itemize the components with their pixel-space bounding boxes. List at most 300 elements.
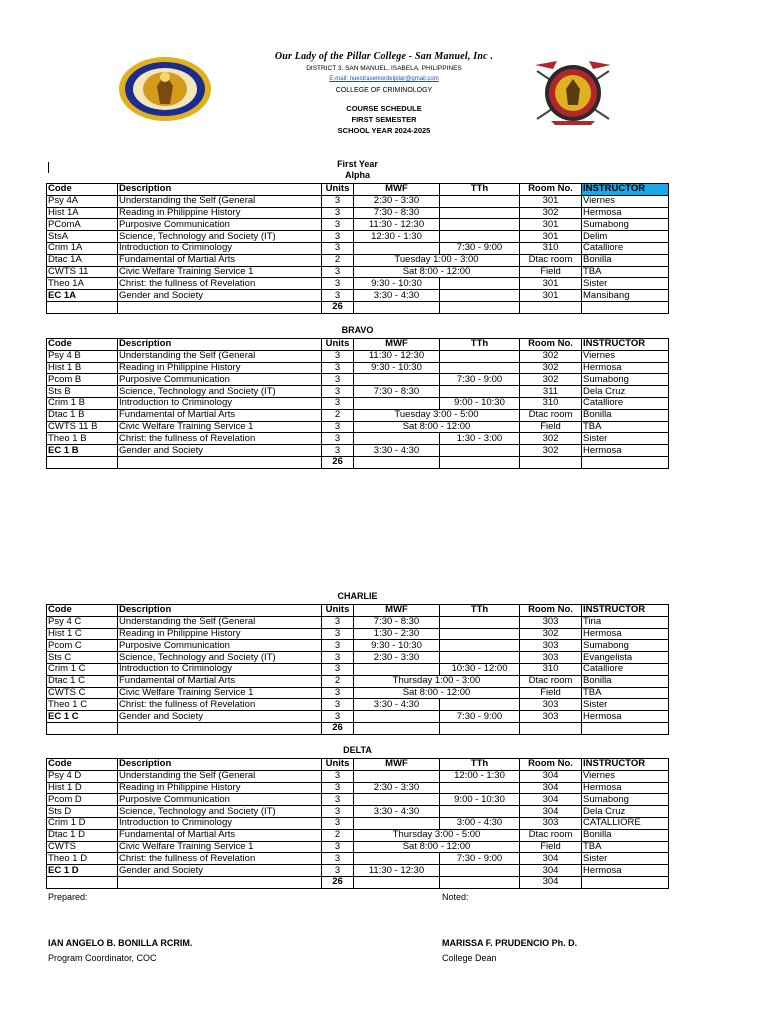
course-code-cell: Dtac 1 D (47, 829, 118, 841)
table-header-row (47, 759, 669, 771)
instructor-cell: Hermosa (582, 362, 669, 374)
course-description-cell: Understanding the Self (General (118, 616, 322, 628)
empty-cell (118, 876, 322, 888)
course-code-cell: EC 1A (47, 290, 118, 302)
instructor-cell: Hermosa (582, 711, 669, 723)
college-email-link[interactable]: E-mail: nuestraseniordelpilar@gmail.com (329, 76, 439, 82)
room-cell: 302 (520, 350, 582, 362)
total-units-cell: 26 (322, 722, 354, 734)
total-row-room-cell: 304 (520, 876, 582, 888)
mwf-time-cell (354, 770, 440, 782)
mwf-header: MWF (354, 184, 440, 196)
semester-label: FIRST SEMESTER (351, 115, 417, 124)
course-description-cell: Science, Technology and Society (IT) (118, 652, 322, 664)
room-cell: 303 (520, 817, 582, 829)
units-cell: 3 (322, 794, 354, 806)
units-cell: 3 (322, 616, 354, 628)
table-row (47, 445, 669, 457)
schedule-table (46, 758, 669, 889)
table-row (47, 290, 669, 302)
table-row (47, 794, 669, 806)
course-description-cell: Science, Technology and Society (IT) (118, 231, 322, 243)
tth-time-cell: 7:30 - 9:00 (440, 853, 520, 865)
college-address: DISTRICT 3, SAN MANUEL, ISABELA, PHILIPPINES (306, 65, 462, 72)
room-header: Room No. (520, 184, 582, 196)
instructor-cell: Bonilla (582, 254, 669, 266)
code-header: Code (47, 759, 118, 771)
course-description-cell: Reading in Philippine History (118, 362, 322, 374)
instructor-cell: Catalliore (582, 397, 669, 409)
course-code-cell: Crim 1 C (47, 663, 118, 675)
table-row (47, 806, 669, 818)
room-cell: 302 (520, 207, 582, 219)
tth-time-cell (440, 362, 520, 374)
room-cell: 303 (520, 616, 582, 628)
room-cell: Dtac room (520, 829, 582, 841)
empty-cell (520, 301, 582, 313)
units-header: Units (322, 339, 354, 351)
instructor-cell: Bonilla (582, 409, 669, 421)
room-cell: 301 (520, 290, 582, 302)
table-row (47, 675, 669, 687)
noted-by-title: College Dean (442, 953, 497, 963)
mwf-time-cell (354, 242, 440, 254)
units-cell: 3 (322, 782, 354, 794)
total-units-row (47, 301, 669, 313)
instructor-cell: TBA (582, 421, 669, 433)
tth-time-cell (440, 616, 520, 628)
room-cell: 311 (520, 386, 582, 398)
empty-cell (582, 456, 669, 468)
schedule-span-cell: Tuesday 1:00 - 3:00 (354, 254, 520, 266)
room-cell: 302 (520, 433, 582, 445)
room-cell: 301 (520, 231, 582, 243)
schedule-span-cell: Thursday 3:00 - 5:00 (354, 829, 520, 841)
mwf-time-cell: 12:30 - 1:30 (354, 231, 440, 243)
mwf-time-cell: 3:30 - 4:30 (354, 290, 440, 302)
mwf-time-cell: 9:30 - 10:30 (354, 362, 440, 374)
room-cell: 304 (520, 770, 582, 782)
school-year-label: SCHOOL YEAR 2024-2025 (337, 126, 431, 135)
room-cell: 302 (520, 374, 582, 386)
course-code-cell: Crim 1 B (47, 397, 118, 409)
course-code-cell: Crim 1 D (47, 817, 118, 829)
room-cell: Field (520, 687, 582, 699)
section-title: DELTA (343, 745, 372, 755)
mwf-time-cell: 2:30 - 3:30 (354, 652, 440, 664)
mwf-time-cell (354, 794, 440, 806)
course-code-cell: CWTS (47, 841, 118, 853)
room-cell: 310 (520, 242, 582, 254)
course-description-cell: Christ: the fullness of Revelation (118, 433, 322, 445)
units-cell: 3 (322, 663, 354, 675)
course-code-cell: Psy 4 D (47, 770, 118, 782)
tth-time-cell: 9:00 - 10:30 (440, 397, 520, 409)
instructor-cell: Sumabong (582, 794, 669, 806)
tth-time-cell (440, 231, 520, 243)
instructor-cell: Dela Cruz (582, 386, 669, 398)
instructor-header: INSTRUCTOR (582, 339, 669, 351)
room-header: Room No. (520, 339, 582, 351)
total-units-cell: 26 (322, 876, 354, 888)
units-cell: 2 (322, 675, 354, 687)
units-cell: 3 (322, 386, 354, 398)
schedule-table (46, 338, 669, 469)
section-title: Alpha (344, 170, 370, 180)
course-description-cell: Fundamental of Martial Arts (118, 254, 322, 266)
units-cell: 3 (322, 397, 354, 409)
empty-cell (520, 722, 582, 734)
course-code-cell: Theo 1 D (47, 853, 118, 865)
mwf-time-cell: 9:30 - 10:30 (354, 278, 440, 290)
table-row (47, 853, 669, 865)
course-code-cell: Crim 1A (47, 242, 118, 254)
instructor-cell: Dela Cruz (582, 806, 669, 818)
instructor-cell: Sister (582, 699, 669, 711)
section-title: CHARLIE (337, 591, 378, 601)
units-cell: 3 (322, 817, 354, 829)
tth-time-cell: 12:00 - 1:30 (440, 770, 520, 782)
units-cell: 3 (322, 699, 354, 711)
room-cell: 301 (520, 219, 582, 231)
units-cell: 3 (322, 219, 354, 231)
table-row (47, 770, 669, 782)
instructor-cell: Bonilla (582, 829, 669, 841)
course-description-cell: Reading in Philippine History (118, 628, 322, 640)
description-header: Description (118, 339, 322, 351)
units-cell: 3 (322, 433, 354, 445)
tth-header: TTh (440, 184, 520, 196)
instructor-cell: Sumabong (582, 374, 669, 386)
mwf-time-cell (354, 397, 440, 409)
table-row (47, 219, 669, 231)
instructor-cell: TBA (582, 841, 669, 853)
tth-header: TTh (440, 759, 520, 771)
course-code-cell: CWTS 11 (47, 266, 118, 278)
code-header: Code (47, 339, 118, 351)
table-row (47, 266, 669, 278)
tth-time-cell (440, 699, 520, 711)
course-description-cell: Gender and Society (118, 865, 322, 877)
course-code-cell: StsA (47, 231, 118, 243)
room-cell: 303 (520, 699, 582, 711)
empty-cell (47, 876, 118, 888)
room-cell: 302 (520, 628, 582, 640)
table-row (47, 421, 669, 433)
description-header: Description (118, 605, 322, 617)
table-row (47, 374, 669, 386)
instructor-cell: Hermosa (582, 445, 669, 457)
instructor-cell: Delim (582, 231, 669, 243)
mwf-time-cell: 7:30 - 8:30 (354, 386, 440, 398)
tth-time-cell: 7:30 - 9:00 (440, 711, 520, 723)
units-cell: 3 (322, 652, 354, 664)
room-cell: 304 (520, 806, 582, 818)
table-header-row (47, 339, 669, 351)
table-row (47, 841, 669, 853)
instructor-cell: Sumabong (582, 640, 669, 652)
room-cell: Dtac room (520, 409, 582, 421)
course-code-cell: Dtac 1 C (47, 675, 118, 687)
instructor-cell: Sister (582, 278, 669, 290)
course-code-cell: Dtac 1A (47, 254, 118, 266)
instructor-header: INSTRUCTOR (582, 184, 669, 196)
empty-cell (354, 722, 440, 734)
mwf-time-cell (354, 817, 440, 829)
mwf-time-cell: 11:30 - 12:30 (354, 865, 440, 877)
total-units-row (47, 456, 669, 468)
units-header: Units (322, 759, 354, 771)
units-cell: 3 (322, 290, 354, 302)
empty-cell (354, 456, 440, 468)
mwf-time-cell: 3:30 - 4:30 (354, 699, 440, 711)
course-description-cell: Introduction to Criminology (118, 663, 322, 675)
empty-cell (47, 456, 118, 468)
mwf-time-cell (354, 711, 440, 723)
course-description-cell: Christ: the fullness of Revelation (118, 699, 322, 711)
instructor-cell: Hermosa (582, 207, 669, 219)
course-code-cell: Hist 1 B (47, 362, 118, 374)
table-row (47, 207, 669, 219)
table-row (47, 652, 669, 664)
units-cell: 3 (322, 231, 354, 243)
schedule-span-cell: Tuesday 3:00 - 5:00 (354, 409, 520, 421)
instructor-cell: Sumabong (582, 219, 669, 231)
room-cell: 304 (520, 782, 582, 794)
room-cell: 301 (520, 195, 582, 207)
table-row (47, 242, 669, 254)
course-description-cell: Gender and Society (118, 711, 322, 723)
total-units-cell: 26 (322, 456, 354, 468)
course-code-cell: Hist 1A (47, 207, 118, 219)
course-description-cell: Purposive Communication (118, 794, 322, 806)
course-code-cell: Pcom B (47, 374, 118, 386)
course-code-cell: Dtac 1 B (47, 409, 118, 421)
empty-cell (440, 456, 520, 468)
instructor-cell: CATALLIORE (582, 817, 669, 829)
units-cell: 2 (322, 409, 354, 421)
instructor-cell: Viernes (582, 195, 669, 207)
units-cell: 3 (322, 278, 354, 290)
total-units-row (47, 722, 669, 734)
room-cell: 310 (520, 663, 582, 675)
table-row (47, 663, 669, 675)
course-description-cell: Christ: the fullness of Revelation (118, 853, 322, 865)
empty-cell (440, 301, 520, 313)
units-cell: 3 (322, 853, 354, 865)
tth-time-cell (440, 865, 520, 877)
tth-time-cell: 7:30 - 9:00 (440, 242, 520, 254)
empty-cell (440, 876, 520, 888)
instructor-cell: Viernes (582, 770, 669, 782)
table-row (47, 386, 669, 398)
instructor-cell: Catalliore (582, 663, 669, 675)
units-cell: 3 (322, 266, 354, 278)
course-description-cell: Christ: the fullness of Revelation (118, 278, 322, 290)
course-description-cell: Civic Welfare Training Service 1 (118, 421, 322, 433)
code-header: Code (47, 605, 118, 617)
schedule-span-cell: Sat 8:00 - 12:00 (354, 266, 520, 278)
table-row (47, 433, 669, 445)
instructor-cell: Tiria (582, 616, 669, 628)
instructor-cell: Hermosa (582, 865, 669, 877)
schedule-span-cell: Sat 8:00 - 12:00 (354, 841, 520, 853)
room-cell: 302 (520, 445, 582, 457)
course-code-cell: Sts B (47, 386, 118, 398)
tth-time-cell: 9:00 - 10:30 (440, 794, 520, 806)
tth-time-cell: 3:00 - 4:30 (440, 817, 520, 829)
room-cell: Dtac room (520, 675, 582, 687)
course-description-cell: Science, Technology and Society (IT) (118, 806, 322, 818)
units-header: Units (322, 184, 354, 196)
course-description-cell: Reading in Philippine History (118, 782, 322, 794)
units-cell: 2 (322, 829, 354, 841)
schedule-span-cell: Thursday 1:00 - 3:00 (354, 675, 520, 687)
course-description-cell: Civic Welfare Training Service 1 (118, 687, 322, 699)
table-row (47, 195, 669, 207)
room-cell: 310 (520, 397, 582, 409)
course-description-cell: Civic Welfare Training Service 1 (118, 841, 322, 853)
units-cell: 3 (322, 242, 354, 254)
table-row (47, 254, 669, 266)
table-row (47, 350, 669, 362)
table-row (47, 628, 669, 640)
schedule-title: COURSE SCHEDULE (346, 104, 422, 113)
course-description-cell: Understanding the Self (General (118, 770, 322, 782)
course-description-cell: Science, Technology and Society (IT) (118, 386, 322, 398)
room-cell: Dtac room (520, 254, 582, 266)
empty-cell (47, 722, 118, 734)
course-code-cell: Hist 1 C (47, 628, 118, 640)
code-header: Code (47, 184, 118, 196)
course-description-cell: Understanding the Self (General (118, 195, 322, 207)
units-cell: 3 (322, 195, 354, 207)
course-code-cell: EC 1 B (47, 445, 118, 457)
course-description-cell: Gender and Society (118, 290, 322, 302)
tth-time-cell (440, 207, 520, 219)
schedule-span-cell: Sat 8:00 - 12:00 (354, 687, 520, 699)
course-code-cell: Theo 1 C (47, 699, 118, 711)
course-code-cell: PComA (47, 219, 118, 231)
table-row (47, 616, 669, 628)
course-code-cell: Pcom C (47, 640, 118, 652)
tth-time-cell (440, 782, 520, 794)
table-row (47, 362, 669, 374)
total-units-cell: 26 (322, 301, 354, 313)
instructor-cell: Mansibang (582, 290, 669, 302)
course-code-cell: EC 1 C (47, 711, 118, 723)
table-row (47, 817, 669, 829)
table-row (47, 782, 669, 794)
table-row (47, 409, 669, 421)
table-row (47, 231, 669, 243)
empty-cell (354, 876, 440, 888)
course-description-cell: Reading in Philippine History (118, 207, 322, 219)
instructor-cell: TBA (582, 687, 669, 699)
mwf-time-cell: 2:30 - 3:30 (354, 782, 440, 794)
course-code-cell: Psy 4A (47, 195, 118, 207)
units-cell: 3 (322, 770, 354, 782)
course-code-cell: Psy 4 B (47, 350, 118, 362)
units-cell: 2 (322, 254, 354, 266)
course-code-cell: Psy 4 C (47, 616, 118, 628)
empty-cell (354, 301, 440, 313)
document-header (0, 50, 768, 136)
course-code-cell: CWTS 11 B (47, 421, 118, 433)
units-cell: 3 (322, 865, 354, 877)
description-header: Description (118, 184, 322, 196)
mwf-time-cell: 9:30 - 10:30 (354, 640, 440, 652)
empty-cell (582, 876, 669, 888)
tth-time-cell: 7:30 - 9:00 (440, 374, 520, 386)
tth-time-cell (440, 386, 520, 398)
mwf-header: MWF (354, 339, 440, 351)
instructor-cell: Bonilla (582, 675, 669, 687)
college-name: Our Lady of the Pillar College - San Manuel, Inc . (274, 51, 494, 62)
section-title: BRAVO (341, 325, 374, 335)
tth-time-cell: 1:30 - 3:00 (440, 433, 520, 445)
tth-time-cell (440, 278, 520, 290)
instructor-header: INSTRUCTOR (582, 605, 669, 617)
table-row (47, 829, 669, 841)
instructor-cell: Sister (582, 433, 669, 445)
course-description-cell: Purposive Communication (118, 640, 322, 652)
course-description-cell: Gender and Society (118, 445, 322, 457)
empty-cell (47, 301, 118, 313)
table-row (47, 278, 669, 290)
empty-cell (582, 301, 669, 313)
mwf-time-cell: 7:30 - 8:30 (354, 207, 440, 219)
instructor-cell: Catalliore (582, 242, 669, 254)
course-code-cell: Sts C (47, 652, 118, 664)
noted-by-name: MARISSA F. PRUDENCIO Ph. D. (442, 938, 578, 948)
course-description-cell: Purposive Communication (118, 374, 322, 386)
tth-time-cell (440, 445, 520, 457)
course-code-cell: EC 1 D (47, 865, 118, 877)
empty-cell (582, 722, 669, 734)
empty-cell (440, 722, 520, 734)
table-row (47, 699, 669, 711)
mwf-time-cell: 1:30 - 2:30 (354, 628, 440, 640)
tth-time-cell (440, 628, 520, 640)
room-cell: Field (520, 841, 582, 853)
room-header: Room No. (520, 759, 582, 771)
instructor-cell: Evangelista (582, 652, 669, 664)
mwf-time-cell (354, 663, 440, 675)
course-description-cell: Fundamental of Martial Arts (118, 829, 322, 841)
prepared-by-title: Program Coordinator, COC (48, 953, 157, 963)
tth-time-cell (440, 350, 520, 362)
units-cell: 3 (322, 628, 354, 640)
mwf-time-cell (354, 433, 440, 445)
course-description-cell: Fundamental of Martial Arts (118, 409, 322, 421)
department-name: COLLEGE OF CRIMINOLOGY (335, 87, 433, 94)
units-cell: 3 (322, 841, 354, 853)
empty-cell (520, 456, 582, 468)
table-row (47, 865, 669, 877)
tth-time-cell (440, 219, 520, 231)
course-description-cell: Understanding the Self (General (118, 350, 322, 362)
instructor-cell: Hermosa (582, 782, 669, 794)
course-description-cell: Fundamental of Martial Arts (118, 675, 322, 687)
instructor-cell: Hermosa (582, 628, 669, 640)
course-code-cell: Hist 1 D (47, 782, 118, 794)
units-cell: 3 (322, 207, 354, 219)
units-cell: 3 (322, 640, 354, 652)
total-units-row (47, 876, 669, 888)
table-row (47, 640, 669, 652)
room-cell: 302 (520, 362, 582, 374)
